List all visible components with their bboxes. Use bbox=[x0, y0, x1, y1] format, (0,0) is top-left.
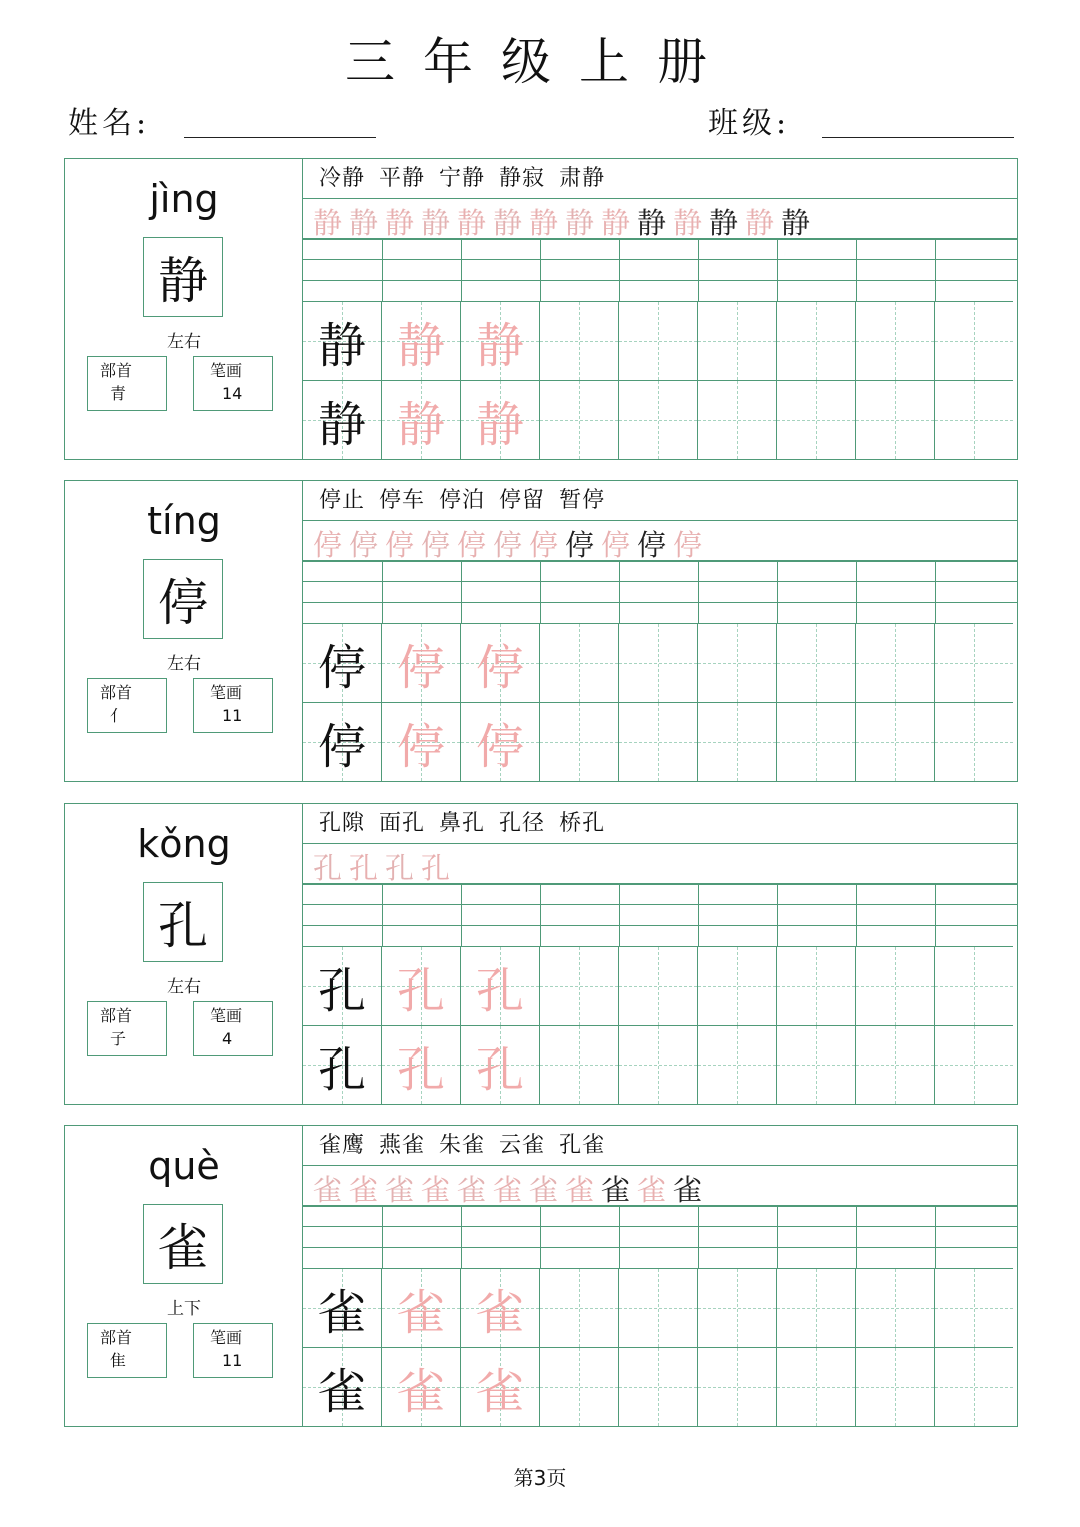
stroke-order-step: 静 bbox=[745, 206, 775, 240]
writing-cell[interactable] bbox=[935, 702, 1013, 781]
writing-cell bbox=[461, 1025, 540, 1104]
trace-character: 孔 bbox=[396, 1041, 445, 1098]
stroke-order-step: 雀 bbox=[457, 1173, 487, 1207]
stroke-order-step: 停 bbox=[637, 528, 667, 562]
writing-cell[interactable] bbox=[619, 623, 698, 702]
stroke-count-box bbox=[193, 1323, 273, 1378]
stroke-order-step: 静 bbox=[421, 206, 451, 240]
stroke-count-value: 11 bbox=[222, 706, 243, 725]
writing-cell bbox=[461, 946, 540, 1025]
word-item: 停车 bbox=[379, 488, 426, 513]
character: 雀 bbox=[158, 1219, 208, 1277]
writing-cell bbox=[461, 702, 540, 781]
writing-cell bbox=[461, 380, 540, 459]
writing-cell bbox=[382, 1347, 461, 1426]
writing-cell bbox=[461, 301, 540, 380]
model-character: 静 bbox=[317, 396, 366, 453]
radical-value: 子 bbox=[110, 1029, 127, 1048]
writing-cell[interactable] bbox=[777, 623, 856, 702]
stroke-order-step: 静 bbox=[673, 206, 703, 240]
model-character: 孔 bbox=[317, 1041, 366, 1098]
stroke-order-step: 静 bbox=[565, 206, 595, 240]
pinyin-writing-lines bbox=[303, 561, 1017, 623]
trace-character: 雀 bbox=[396, 1363, 445, 1420]
model-character: 孔 bbox=[317, 962, 366, 1019]
stroke-order-step: 静 bbox=[529, 206, 559, 240]
writing-cell[interactable] bbox=[698, 301, 777, 380]
stroke-count-box bbox=[193, 678, 273, 733]
writing-cell[interactable] bbox=[935, 1025, 1013, 1104]
word-list bbox=[303, 1126, 1017, 1166]
writing-cell[interactable] bbox=[619, 702, 698, 781]
stroke-order-step: 静 bbox=[637, 206, 667, 240]
writing-cell[interactable] bbox=[856, 946, 935, 1025]
radical-box bbox=[87, 1001, 167, 1056]
writing-cell[interactable] bbox=[540, 623, 619, 702]
character: 停 bbox=[158, 574, 208, 632]
writing-cell[interactable] bbox=[698, 1268, 777, 1347]
trace-character: 孔 bbox=[396, 962, 445, 1019]
writing-cell[interactable] bbox=[698, 702, 777, 781]
writing-cell[interactable] bbox=[619, 946, 698, 1025]
character-box bbox=[143, 559, 223, 639]
tian-grid bbox=[303, 301, 1017, 461]
pinyin: kǒng bbox=[137, 822, 231, 866]
word-item: 鼻孔 bbox=[439, 811, 486, 836]
stroke-order-step: 孔 bbox=[385, 851, 415, 885]
character-block bbox=[64, 158, 1018, 460]
stroke-order-step: 静 bbox=[385, 206, 415, 240]
writing-cell[interactable] bbox=[856, 702, 935, 781]
tian-grid bbox=[303, 946, 1017, 1106]
writing-cell[interactable] bbox=[698, 1347, 777, 1426]
model-character: 雀 bbox=[317, 1284, 366, 1341]
stroke-order-step: 雀 bbox=[529, 1173, 559, 1207]
practice-area bbox=[303, 159, 1017, 459]
word-item: 暂停 bbox=[559, 488, 606, 513]
writing-cell[interactable] bbox=[777, 1347, 856, 1426]
stroke-order-step: 孔 bbox=[421, 851, 451, 885]
stroke-order-row bbox=[303, 1166, 1017, 1206]
writing-cell bbox=[303, 380, 382, 459]
pinyin: jìng bbox=[149, 177, 219, 221]
radical-value: 亻 bbox=[110, 706, 127, 725]
character: 静 bbox=[158, 252, 208, 310]
writing-cell bbox=[303, 623, 382, 702]
writing-cell bbox=[382, 380, 461, 459]
stroke-order-step: 停 bbox=[601, 528, 631, 562]
character-block bbox=[64, 1125, 1018, 1427]
stroke-order-step: 停 bbox=[673, 528, 703, 562]
word-item: 肃静 bbox=[559, 166, 606, 191]
stroke-count-label: 笔画 bbox=[210, 1328, 243, 1347]
stroke-order-row bbox=[303, 199, 1017, 239]
pinyin: què bbox=[148, 1144, 220, 1188]
model-character: 静 bbox=[317, 317, 366, 374]
trace-character: 停 bbox=[475, 639, 524, 696]
word-item: 停泊 bbox=[439, 488, 486, 513]
stroke-count-value: 4 bbox=[222, 1029, 233, 1048]
practice-area bbox=[303, 1126, 1017, 1426]
stroke-order-step: 静 bbox=[601, 206, 631, 240]
writing-cell[interactable] bbox=[540, 301, 619, 380]
character-block bbox=[64, 480, 1018, 782]
model-character: 停 bbox=[317, 639, 366, 696]
stroke-count-value: 11 bbox=[222, 1351, 243, 1370]
structure-label: 左右 bbox=[167, 977, 201, 997]
trace-character: 雀 bbox=[475, 1363, 524, 1420]
trace-character: 停 bbox=[475, 718, 524, 775]
stroke-order-step: 雀 bbox=[637, 1173, 667, 1207]
writing-cell[interactable] bbox=[856, 623, 935, 702]
trace-character: 孔 bbox=[475, 962, 524, 1019]
stroke-order-step: 孔 bbox=[349, 851, 379, 885]
trace-character: 静 bbox=[396, 396, 445, 453]
stroke-order-row bbox=[303, 844, 1017, 884]
radical-value: 青 bbox=[110, 384, 127, 403]
model-character: 雀 bbox=[317, 1363, 366, 1420]
stroke-order-step: 雀 bbox=[673, 1173, 703, 1207]
pinyin-writing-lines bbox=[303, 1206, 1017, 1268]
stroke-order-step: 停 bbox=[421, 528, 451, 562]
writing-cell[interactable] bbox=[698, 380, 777, 459]
writing-cell bbox=[461, 1347, 540, 1426]
word-item: 朱雀 bbox=[439, 1133, 486, 1158]
pinyin-writing-lines bbox=[303, 239, 1017, 301]
stroke-order-step: 雀 bbox=[385, 1173, 415, 1207]
writing-cell[interactable] bbox=[777, 380, 856, 459]
stroke-count-label: 笔画 bbox=[210, 1006, 243, 1025]
trace-character: 雀 bbox=[396, 1284, 445, 1341]
writing-cell bbox=[461, 623, 540, 702]
writing-cell bbox=[382, 623, 461, 702]
word-item: 停止 bbox=[319, 488, 366, 513]
word-item: 桥孔 bbox=[559, 811, 606, 836]
word-item: 冷静 bbox=[319, 166, 366, 191]
writing-cell[interactable] bbox=[935, 1268, 1013, 1347]
model-character: 停 bbox=[317, 718, 366, 775]
writing-cell[interactable] bbox=[619, 1268, 698, 1347]
word-item: 静寂 bbox=[499, 166, 546, 191]
structure-label: 上下 bbox=[167, 1299, 201, 1319]
radical-value: 隹 bbox=[110, 1351, 127, 1370]
writing-cell[interactable] bbox=[777, 702, 856, 781]
writing-cell[interactable] bbox=[698, 1025, 777, 1104]
character-block bbox=[64, 803, 1018, 1105]
stroke-order-step: 停 bbox=[313, 528, 343, 562]
writing-cell[interactable] bbox=[777, 301, 856, 380]
stroke-order-step: 静 bbox=[349, 206, 379, 240]
stroke-count-label: 笔画 bbox=[210, 683, 243, 702]
trace-character: 静 bbox=[475, 396, 524, 453]
stroke-order-step: 停 bbox=[349, 528, 379, 562]
writing-cell[interactable] bbox=[935, 946, 1013, 1025]
trace-character: 静 bbox=[475, 317, 524, 374]
writing-cell bbox=[382, 702, 461, 781]
writing-cell[interactable] bbox=[777, 1025, 856, 1104]
stroke-order-step: 停 bbox=[529, 528, 559, 562]
word-item: 雀鹰 bbox=[319, 1133, 366, 1158]
stroke-order-step: 雀 bbox=[349, 1173, 379, 1207]
writing-cell[interactable] bbox=[856, 1347, 935, 1426]
word-item: 平静 bbox=[379, 166, 426, 191]
word-list bbox=[303, 481, 1017, 521]
trace-character: 孔 bbox=[475, 1041, 524, 1098]
radical-label: 部首 bbox=[100, 1006, 133, 1025]
writing-cell[interactable] bbox=[856, 301, 935, 380]
stroke-order-step: 雀 bbox=[493, 1173, 523, 1207]
stroke-order-step: 停 bbox=[385, 528, 415, 562]
character-info-panel bbox=[65, 159, 303, 459]
writing-cell[interactable] bbox=[619, 301, 698, 380]
character-box bbox=[143, 1204, 223, 1284]
writing-cell[interactable] bbox=[619, 1347, 698, 1426]
writing-cell[interactable] bbox=[856, 1025, 935, 1104]
name-field[interactable] bbox=[184, 137, 376, 138]
stroke-order-step: 静 bbox=[313, 206, 343, 240]
character-info-panel bbox=[65, 481, 303, 781]
word-list bbox=[303, 804, 1017, 844]
stroke-count-value: 14 bbox=[222, 384, 243, 403]
writing-cell[interactable] bbox=[698, 946, 777, 1025]
writing-cell[interactable] bbox=[540, 1025, 619, 1104]
stroke-count-label: 笔画 bbox=[210, 361, 243, 380]
stroke-order-step: 静 bbox=[781, 206, 811, 240]
stroke-order-row bbox=[303, 521, 1017, 561]
word-item: 云雀 bbox=[499, 1133, 546, 1158]
word-item: 孔雀 bbox=[559, 1133, 606, 1158]
trace-character: 静 bbox=[396, 317, 445, 374]
stroke-order-step: 雀 bbox=[313, 1173, 343, 1207]
writing-cell[interactable] bbox=[777, 1268, 856, 1347]
pinyin: tíng bbox=[147, 499, 221, 543]
radical-box bbox=[87, 1323, 167, 1378]
practice-area bbox=[303, 804, 1017, 1104]
stroke-order-step: 孔 bbox=[313, 851, 343, 885]
writing-cell bbox=[303, 301, 382, 380]
writing-cell[interactable] bbox=[619, 380, 698, 459]
radical-label: 部首 bbox=[100, 1328, 133, 1347]
page-number: 第3页 bbox=[513, 1466, 567, 1490]
writing-cell bbox=[382, 1268, 461, 1347]
name-label: 姓名: bbox=[68, 106, 151, 141]
writing-cell bbox=[303, 1347, 382, 1426]
word-list bbox=[303, 159, 1017, 199]
writing-cell bbox=[382, 946, 461, 1025]
stroke-count-box bbox=[193, 356, 273, 411]
writing-cell bbox=[382, 301, 461, 380]
character-info-panel bbox=[65, 1126, 303, 1426]
character: 孔 bbox=[158, 897, 208, 955]
word-item: 燕雀 bbox=[379, 1133, 426, 1158]
tian-grid bbox=[303, 1268, 1017, 1428]
trace-character: 停 bbox=[396, 718, 445, 775]
writing-cell[interactable] bbox=[777, 946, 856, 1025]
stroke-order-step: 静 bbox=[493, 206, 523, 240]
word-item: 宁静 bbox=[439, 166, 486, 191]
word-item: 孔径 bbox=[499, 811, 546, 836]
writing-cell[interactable] bbox=[698, 623, 777, 702]
practice-area bbox=[303, 481, 1017, 781]
stroke-order-step: 雀 bbox=[421, 1173, 451, 1207]
writing-cell[interactable] bbox=[935, 1347, 1013, 1426]
character-box bbox=[143, 237, 223, 317]
radical-box bbox=[87, 678, 167, 733]
writing-cell bbox=[303, 1025, 382, 1104]
radical-box bbox=[87, 356, 167, 411]
class-label: 班级: bbox=[708, 106, 791, 141]
writing-cell bbox=[303, 702, 382, 781]
character-info-panel bbox=[65, 804, 303, 1104]
writing-cell bbox=[303, 946, 382, 1025]
pinyin-writing-lines bbox=[303, 884, 1017, 946]
structure-label: 左右 bbox=[167, 654, 201, 674]
stroke-order-step: 停 bbox=[565, 528, 595, 562]
page-title: 三年级上册 bbox=[345, 33, 735, 91]
class-field[interactable] bbox=[822, 137, 1014, 138]
writing-cell bbox=[303, 1268, 382, 1347]
radical-label: 部首 bbox=[100, 361, 133, 380]
stroke-order-step: 停 bbox=[457, 528, 487, 562]
writing-cell[interactable] bbox=[619, 1025, 698, 1104]
writing-cell[interactable] bbox=[935, 623, 1013, 702]
structure-label: 左右 bbox=[167, 332, 201, 352]
writing-cell[interactable] bbox=[540, 946, 619, 1025]
trace-character: 雀 bbox=[475, 1284, 524, 1341]
word-item: 孔隙 bbox=[319, 811, 366, 836]
stroke-order-step: 静 bbox=[457, 206, 487, 240]
stroke-order-step: 雀 bbox=[565, 1173, 595, 1207]
stroke-order-step: 停 bbox=[493, 528, 523, 562]
writing-cell[interactable] bbox=[540, 702, 619, 781]
trace-character: 停 bbox=[396, 639, 445, 696]
stroke-order-step: 雀 bbox=[601, 1173, 631, 1207]
tian-grid bbox=[303, 623, 1017, 783]
writing-cell[interactable] bbox=[856, 1268, 935, 1347]
writing-cell[interactable] bbox=[540, 1268, 619, 1347]
writing-cell[interactable] bbox=[540, 1347, 619, 1426]
writing-cell bbox=[461, 1268, 540, 1347]
writing-cell bbox=[382, 1025, 461, 1104]
word-item: 停留 bbox=[499, 488, 546, 513]
writing-cell[interactable] bbox=[935, 380, 1013, 459]
writing-cell[interactable] bbox=[935, 301, 1013, 380]
character-box bbox=[143, 882, 223, 962]
writing-cell[interactable] bbox=[540, 380, 619, 459]
writing-cell[interactable] bbox=[856, 380, 935, 459]
stroke-order-step: 静 bbox=[709, 206, 739, 240]
radical-label: 部首 bbox=[100, 683, 133, 702]
word-item: 面孔 bbox=[379, 811, 426, 836]
stroke-count-box bbox=[193, 1001, 273, 1056]
